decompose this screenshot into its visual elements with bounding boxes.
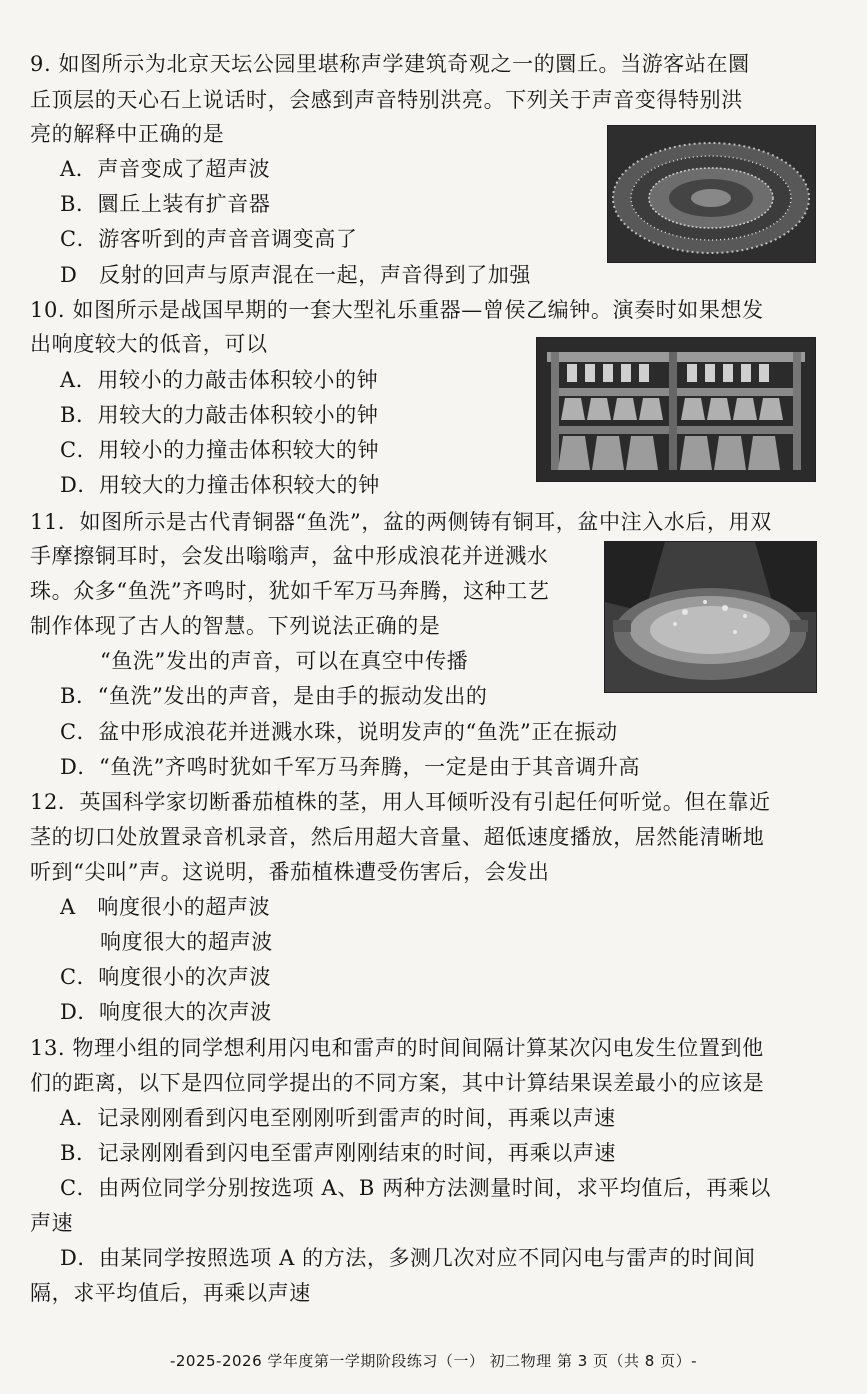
q13-option-c-continued: 声速 — [30, 1211, 74, 1235]
q13-option-a: A．记录刚刚看到闪电至刚刚听到雷声的时间，再乘以声速 — [60, 1106, 616, 1130]
q9-option-c: C．游客听到的声音音调变高了 — [60, 227, 358, 251]
q10-option-d: D．用较大的力撞击体积较大的钟 — [60, 473, 380, 497]
q12-stem-line-1: 12．英国科学家切断番茄植株的茎，用人耳倾听没有引起任何听觉。但在靠近 — [30, 790, 771, 814]
q11-stem-line-4: 制作体现了古人的智慧。下列说法正确的是 — [30, 614, 441, 638]
q9-stem-line-3: 亮的解释中正确的是 — [30, 122, 225, 146]
q13-stem-line-1: 13. 物理小组的同学想利用闪电和雷声的时间间隔计算某次闪电发生位置到他 — [30, 1036, 764, 1060]
q11-stem-line-1: 11．如图所示是古代青铜器“鱼洗”，盆的两侧铸有铜耳，盆中注入水后，用双 — [30, 510, 772, 534]
page-footer: -2025-2026 学年度第一学期阶段练习（一） 初二物理 第 3 页（共 8 页）- — [169, 1352, 698, 1370]
q12-stem-line-2: 茎的切口处放置录音机录音，然后用超大音量、超低速度播放，居然能清晰地 — [30, 825, 765, 849]
q11-option-a: “鱼洗”发出的声音，可以在真空中传播 — [100, 649, 469, 673]
q11-option-b: B．“鱼洗”发出的声音，是由手的振动发出的 — [60, 684, 488, 708]
q11-stem-line-3: 珠。众多“鱼洗”齐鸣时，犹如千军万马奔腾，这种工艺 — [30, 579, 550, 603]
q10-stem-line-2: 出响度较大的低音，可以 — [30, 332, 268, 356]
q13-option-c: C．由两位同学分别按选项 A、B 两种方法测量时间，求平均值后，再乘以 — [60, 1176, 772, 1200]
q13-option-d-continued: 隔，求平均值后，再乘以声速 — [30, 1281, 311, 1305]
q12-option-c: C．响度很小的次声波 — [60, 965, 272, 989]
q9-option-a: A．声音变成了超声波 — [60, 157, 271, 181]
q13-option-b: B．记录刚刚看到闪电至雷声刚刚结束的时间，再乘以声速 — [60, 1141, 617, 1165]
q12-option-b: 响度很大的超声波 — [100, 930, 273, 954]
q9-option-d: D 反射的回声与原声混在一起，声音得到了加强 — [60, 263, 532, 287]
q13-option-d: D．由某同学按照选项 A 的方法，多测几次对应不同闪电与雷声的时间间 — [60, 1246, 756, 1270]
yuxi-bronze-basin-photo — [604, 541, 817, 693]
q11-option-d: D．“鱼洗”齐鸣时犹如千军万马奔腾，一定是由于其音调升高 — [60, 755, 641, 779]
bianzhong-bells-photo — [536, 337, 816, 482]
q11-option-c: C．盆中形成浪花并迸溅水珠，说明发声的“鱼洗”正在振动 — [60, 720, 618, 744]
q10-option-c: C．用较小的力撞击体积较大的钟 — [60, 438, 380, 462]
q10-option-b: B．用较大的力敲击体积较小的钟 — [60, 403, 379, 427]
q12-stem-line-3: 听到“尖叫”声。这说明，番茄植株遭受伤害后，会发出 — [30, 860, 550, 884]
circular-mound-altar-photo — [607, 125, 816, 263]
q9-stem-line-2: 丘顶层的天心石上说话时，会感到声音特别洪亮。下列关于声音变得特别洪 — [30, 88, 743, 112]
q11-stem-line-2: 手摩擦铜耳时，会发出嗡嗡声，盆中形成浪花并迸溅水 — [30, 544, 549, 568]
q9-option-b: B．圜丘上装有扩音器 — [60, 192, 271, 216]
q12-option-a: A 响度很小的超声波 — [60, 895, 271, 919]
q10-stem-line-1: 10. 如图所示是战国早期的一套大型礼乐重器—曾侯乙编钟。演奏时如果想发 — [30, 298, 764, 322]
q9-stem-line-1: 9. 如图所示为北京天坛公园里堪称声学建筑奇观之一的圜丘。当游客站在圜 — [30, 52, 750, 76]
q12-option-d: D．响度很大的次声波 — [60, 1000, 272, 1024]
q13-stem-line-2: 们的距离，以下是四位同学提出的不同方案，其中计算结果误差最小的应该是 — [30, 1071, 765, 1095]
q10-option-a: A．用较小的力敲击体积较小的钟 — [60, 368, 379, 392]
